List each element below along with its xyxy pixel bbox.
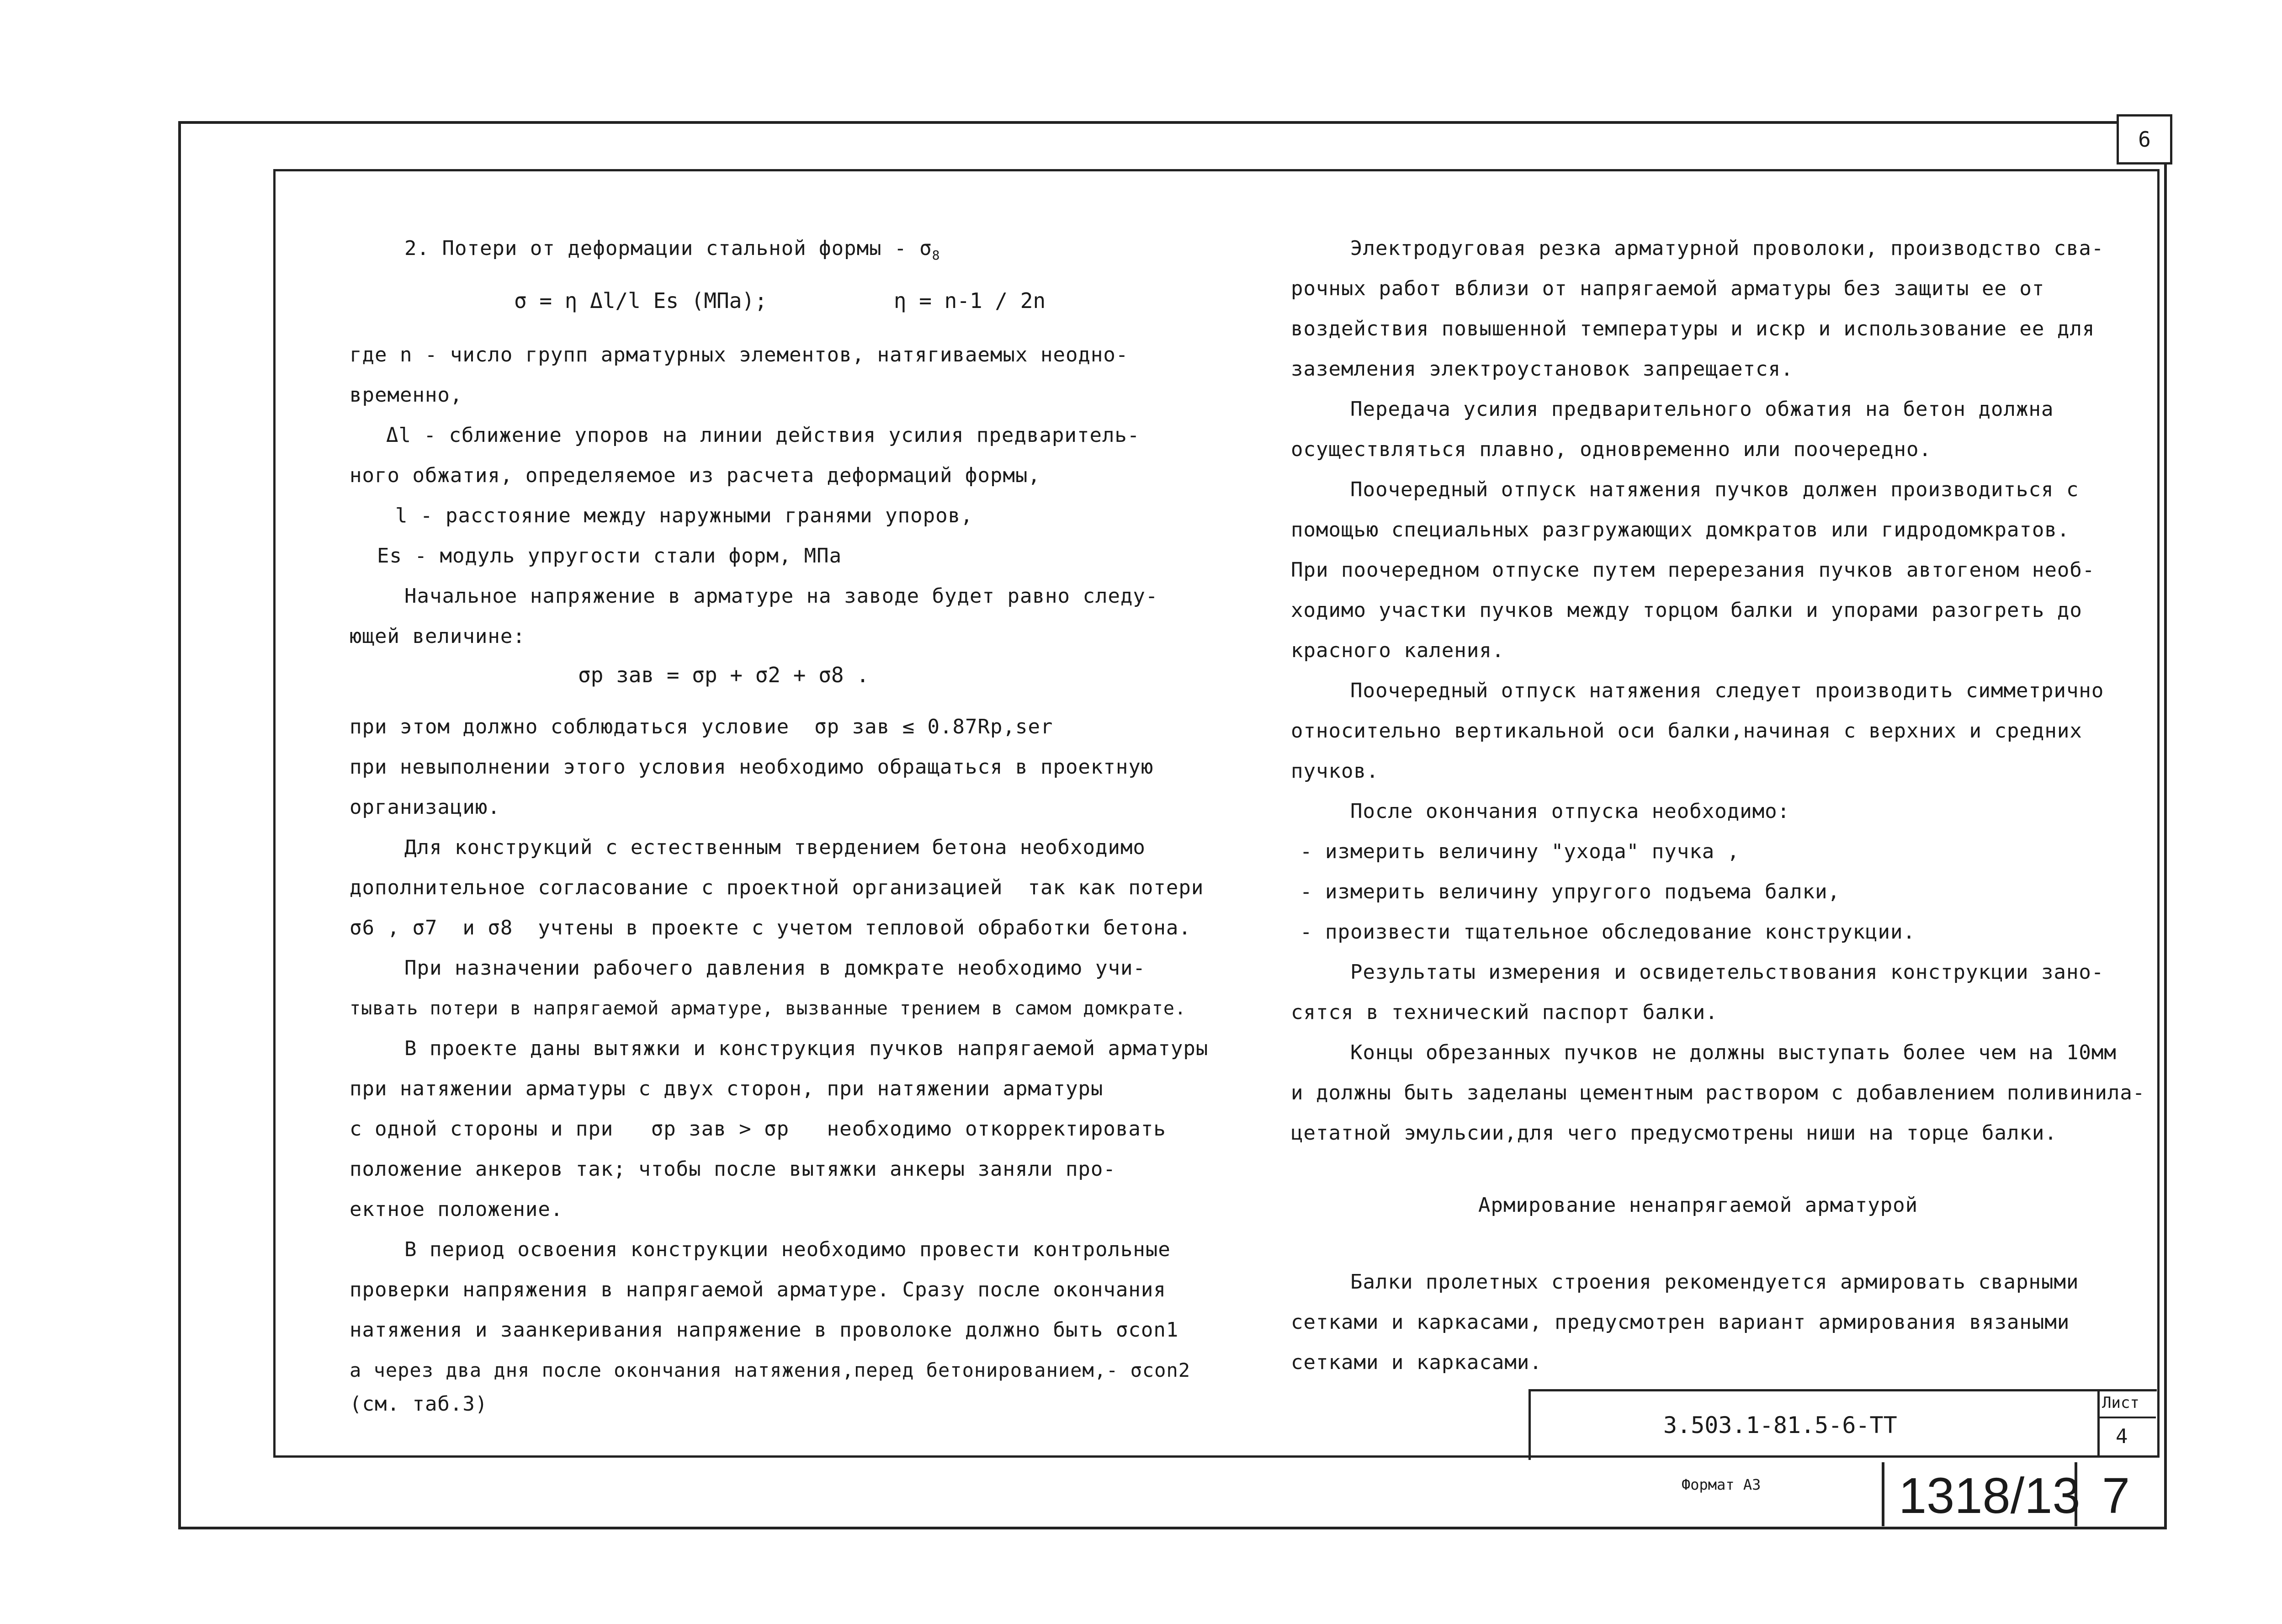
section-heading: 2. Потери от деформации стальной формы - $\sigma_8$ [404,237,940,263]
text-line: осуществляться плавно, одновременно или поочередно. [1291,438,1932,461]
text-line: а через два дня после окончания натяжения,перед бетонированием,- σcon2 [350,1359,1191,1381]
document-code: 3.503.1-81.5-6-ТТ [1663,1412,1897,1438]
text-line: сетками и каркасами, предусмотрен вариант армирования вязаными [1291,1311,2070,1334]
list-label: Лист [2102,1394,2139,1412]
text-line: ходимо участки пучков между торцом балки и упорами разогреть до [1291,599,2082,622]
text-line: Передача усилия предварительного обжатия на бетон должна [1350,398,2054,421]
text-line: Электродуговая резка арматурной проволоки, производство сва- [1350,237,2104,260]
text-line: σ6 , σ7 и σ8 учтены в проекте с учетом тепловой обработки бетона. [350,916,1191,939]
text-line: ного обжатия, определяемое из расчета деформаций формы, [350,463,1040,487]
text-line: При поочередном отпуске путем перерезания пучков автогеном необ- [1291,558,2095,582]
text-line: заземления электроустановок запрещается. [1291,357,1794,381]
text-line: Балки пролетных строения рекомендуется армировать сварными [1350,1270,2079,1294]
text-line: пучков. [1291,759,1379,783]
text-line: цетатной эмульсии,для чего предусмотрены ниши на торце балки. [1291,1121,2057,1145]
text-line: где n - число групп арматурных элементов, натягиваемых неодно- [350,343,1129,366]
list-cell-divider [2097,1417,2156,1418]
text-line: помощью специальных разгружающих домкратов или гидродомкратов. [1291,518,2070,541]
list-item: - произвести тщательное обследование конструкции. [1300,920,1916,944]
text-line: (см. таб.3) [350,1392,488,1416]
formula-deformation: σ = η Δl/l Es (МПа); η = n-1 / 2n [514,288,1046,313]
text-line: l - расстояние между наружными гранями упоров, [395,504,973,527]
text-line: при этом должно соблюдаться условие σp зав ≤ 0.87Rp,ser [350,715,1053,738]
text-line: ектное положение. [350,1197,563,1221]
text-line: сетками и каркасами. [1291,1351,1542,1374]
left-column [350,228,1209,1418]
right-column [1291,228,2145,1383]
formula-initial-stress: σp зав = σp + σ2 + σ8 . [578,662,869,687]
text-line: натяжения и заанкеривания напряжение в проволоке должно быть σcon1 [350,1318,1179,1342]
text-line: временно, [350,383,463,407]
top-sheet-number: 6 [2117,114,2172,165]
text-line: при невыполнении этого условия необходимо обращаться в проектную [350,755,1154,779]
text-line: относительно вертикальной оси балки,начиная с верхних и средних [1291,719,2082,743]
text-line: сятся в технический паспорт балки. [1291,1001,1718,1024]
text-line: Начальное напряжение в арматуре на заводе будет равно следу- [404,584,1158,608]
text-line: Поочередный отпуск натяжения пучков должен производиться с [1350,478,2079,501]
text-line: ющей величине: [350,624,525,648]
text-line: Результаты измерения и освидетельствования конструкции зано- [1350,961,2104,984]
text-line: красного каления. [1291,639,1505,662]
text-line: тывать потери в напрягаемой арматуре, вызванные трением в самом домкрате. [350,998,1186,1019]
text-line: В период освоения конструкции необходимо провести контрольные [404,1237,1171,1261]
text-line: В проекте даны вытяжки и конструкция пучков напрягаемой арматуры [404,1036,1209,1060]
text-line: При назначении рабочего давления в домкрате необходимо учи- [404,956,1146,980]
text-line: проверки напряжения в напрягаемой арматуре. Сразу после окончания [350,1278,1166,1301]
text-line: Поочередный отпуск натяжения следует производить симметрично [1350,679,2104,702]
list-number: 4 [2116,1425,2128,1448]
text-line: Концы обрезанных пучков не должны выступать более чем на 10мм [1350,1041,2117,1064]
text-line: Для конструкций с естественным твердением бетона необходимо [404,835,1146,859]
text-line: организацию. [350,795,500,819]
inventory-number: 1318/13 [1899,1468,2080,1524]
text-line: Es - модуль упругости стали форм, МПа [377,544,842,568]
text-line: и должны быть заделаны цементным раствором с добавлением поливинила- [1291,1081,2145,1104]
text-line: с одной стороны и при σp зав > σp необходимо откорректировать [350,1117,1166,1141]
text-line: Δl - сближение упоров на линии действия усилия предваритель- [386,423,1140,447]
text-line: при натяжении арматуры с двух сторон, при натяжении арматуры [350,1077,1104,1100]
text-line: положение анкеров так; чтобы после вытяжки анкеры заняли про- [350,1157,1116,1181]
format-label: Формат А3 [1682,1476,1761,1493]
section-title: Армирование ненапрягаемой арматурой [1478,1194,1918,1217]
text-line: дополнительное согласование с проектной организацией так как потери [350,876,1204,899]
text-line: После окончания отпуска необходимо: [1350,800,1790,823]
list-item: - измерить величину "ухода" пучка , [1300,840,1740,863]
list-item: - измерить величину упругого подъема балки, [1300,880,1841,903]
text-line: воздействия повышенной температуры и искр и использование ее для [1291,317,2095,340]
bottom-sheet-number: 7 [2102,1468,2130,1524]
text-line: рочных работ вблизи от напрягаемой арматуры без защиты ее от [1291,277,2045,300]
